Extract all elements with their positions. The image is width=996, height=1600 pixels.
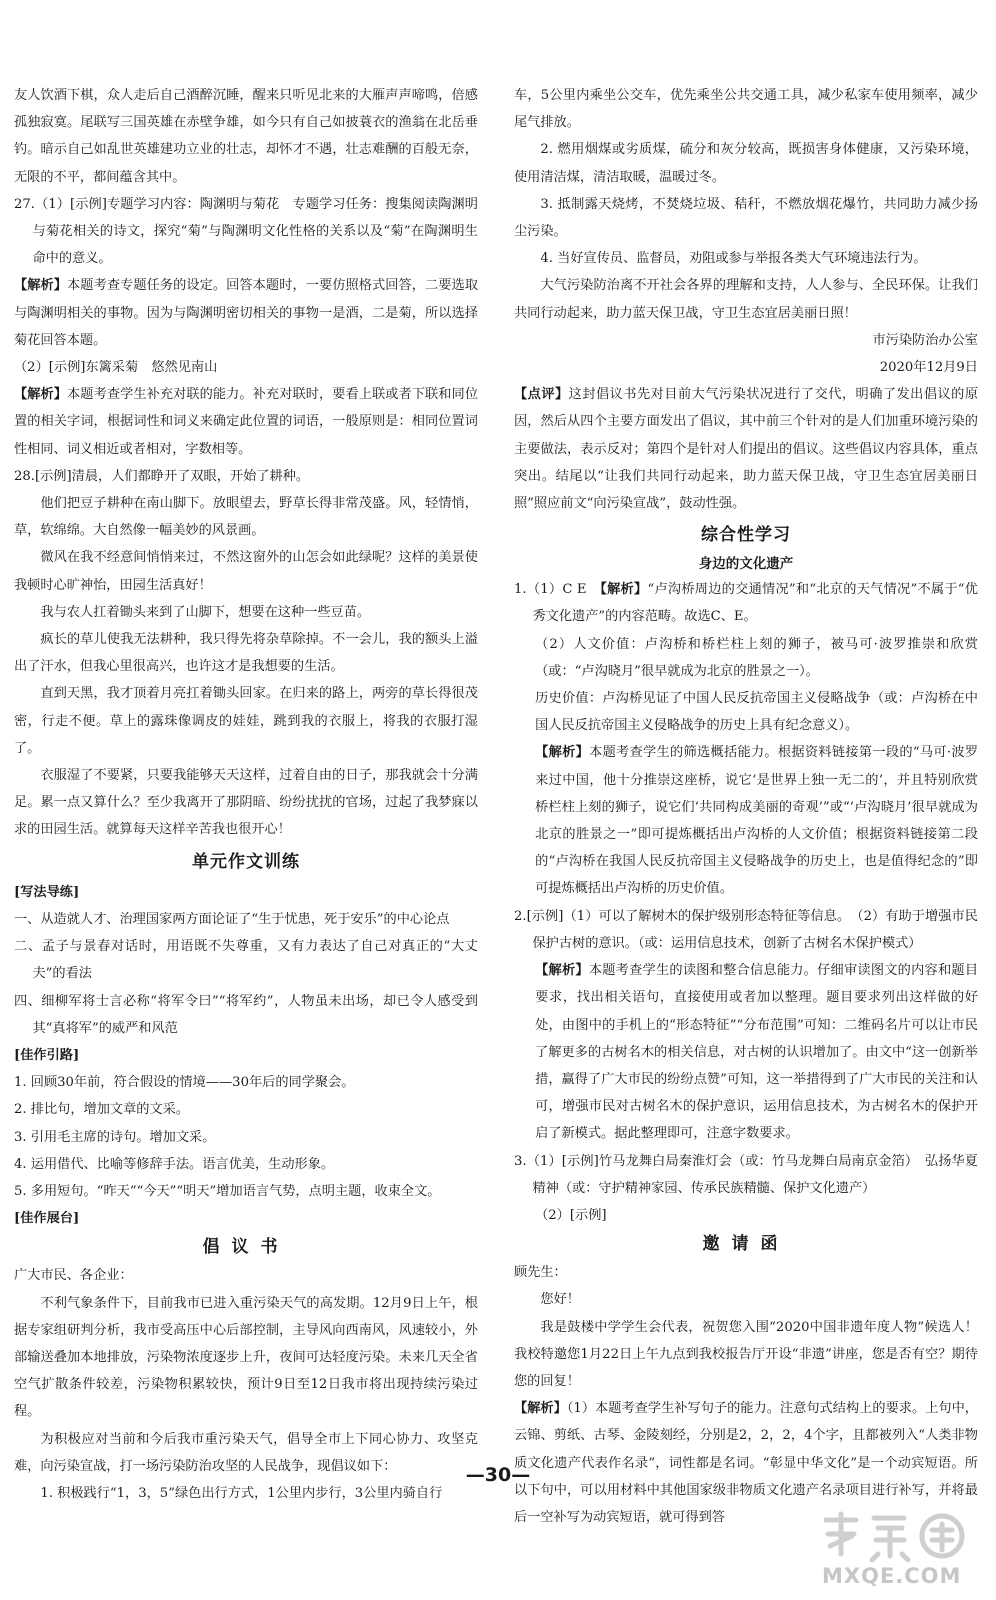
invitation-title: 邀请函 bbox=[702, 1234, 790, 1255]
proposal-item: 2. 燃用烟煤或劣质煤，硫分和灰分较高，既损害身体健康，又污染环境，使用清洁煤，清洁取暖，温暖过冬。 bbox=[514, 142, 978, 185]
proposal-item: 3. 抵制露天烧烤，不焚烧垃圾、秸秆，不燃放烟花爆竹，共同助力减少扬尘污染。 bbox=[514, 196, 978, 240]
guide-item: 四、细柳军将士言必称“将军令曰”“将军约”，人物虽未出场，却已令人感受到其“真将军”的威严和风范 bbox=[14, 993, 478, 1036]
analysis-tag: 【解析】 bbox=[14, 387, 68, 403]
guide-item: 一、从造就人才、治理国家两方面论证了“生于忧患，死于安乐”的中心论点 bbox=[14, 911, 450, 927]
guide-item: 二、孟子与景春对话时，用语既不失尊重，又有力表达了自己对真正的“大丈夫”的看法 bbox=[14, 939, 478, 982]
proposal-item: 4. 当好宣传员、监督员，劝阻或参与举报各类大气环境违法行为。 bbox=[540, 251, 927, 267]
analysis-text: 本题考查学生的筛选概括能力。根据资料链接第一段的“马可·波罗来过中国，他十分推崇这座桥，说它‘是世界上独一无二的’，并且特别欣赏桥栏柱上刻的狮子，说它们‘共同构成美丽的奇观’”或“‘卢沟晓月’很早就成为北京的胜景之一”即可提炼概括出卢沟桥的人文价值；根据资料链接第二段的“卢沟桥在我国人民反抗帝国主义侵略战争的历史上，也是值得纪念的”即可提炼概括出卢沟桥的历史价值。 bbox=[535, 745, 979, 897]
review-text: 这封倡议书先对目前大气污染状况进行了交代，明确了发出倡议的原因，然后从四个主要方面发出了倡议，其中前三个针对的是人们加重环境污染的主要做法，表示反对；第四个是针对人们提出的倡议。这些倡议内容具体，重点突出。结尾以“让我们共同行动起来，助力蓝天保卫战，守卫生态宜居美丽日照”照应前文“向污染宣战”，鼓动性强。 bbox=[514, 387, 979, 512]
essay-paragraph: 衣服湿了不要紧，只要我能够天天这样，过着自由的日子，那我就会十分满足。累一点又算什么？至少我离开了那阴暗、纷纷扰扰的官场，过起了我梦寐以求的田园生活。就算每天这样辛苦我也很开心！ bbox=[14, 768, 478, 838]
essay-paragraph: 微风在我不经意间悄悄来过，不然这窗外的山怎会如此绿呢？这样的美景使我顿时心旷神怡，田园生活真好！ bbox=[14, 550, 478, 593]
question-27-2: （2）[示例]东篱采菊 悠然见南山 bbox=[14, 360, 218, 376]
proposal-signature-org: 市污染防治办公室 bbox=[872, 332, 978, 348]
proposal-continuation: 车，5公里内乘坐公交车，优先乘坐公共交通工具，减少私家车使用频率，减少尾气排放。 bbox=[514, 88, 978, 131]
right-column bbox=[514, 82, 978, 1531]
question-27-1-analysis bbox=[14, 272, 478, 354]
proposal-title: 倡议书 bbox=[202, 1237, 290, 1258]
proposal-paragraph: 不利气象条件下，目前我市已进入重污染天气的高发期。12月9日上午，根据专家组研判分析，我市受高压中心后部控制，主导风向西南风，风速较小，外部输送叠加本地排放，污染物浓度逐步上升，夜间可达轻度污染。未来几天全省空气扩散条件较差，污染物积累较快，预计9日至12日我市将出现持续污染过程。 bbox=[14, 1295, 478, 1420]
heritage-q2: 2.[示例]（1）可以了解树木的保护级别形态特征等信息。 （2）有助于增强市民保护古树的意识。（或：运用信息技术，创新了古树名木保护模式） bbox=[514, 908, 978, 951]
heritage-q1-2-analysis bbox=[514, 739, 978, 902]
analysis-text: （1）本题考查学生补写句子的能力。注意句式结构上的要求。上句中，云锦、剪纸、古琴、金陵刻经，分别是2，2，2，4个字，且都被列入“人类非物质文化遗产代表作名录”，词性都是名词。“彰显中华文化”是一个动宾短语。所以下句中，可以用材料中其他国家级非物质文化遗产名录项目进行补写，并将最后一空补写为动宾短语，就可得到答 bbox=[514, 1401, 978, 1525]
showcase-label: [佳作展台] bbox=[14, 1211, 80, 1227]
watermark-text: MXQE.COM bbox=[822, 1564, 962, 1588]
poem-analysis-paragraph: 友人饮酒下棋，众人走后自己酒醉沉睡，醒来只听见北来的大雁声声啼鸣，倍感孤独寂寞。尾联写三国英雄在赤壁争雄，如今只有自己如披蓑衣的渔翁在北岳垂钓。暗示自己如乱世英雄建功立业的壮志，却怀才不遇，壮志难酬的百般无奈，无限的不平，都间蕴含其中。 bbox=[14, 88, 478, 185]
proposal-paragraph: 1. 积极践行“1，3，5”绿色出行方式，1公里内步行，3公里内骑自行 bbox=[40, 1485, 443, 1501]
proposal-review bbox=[514, 381, 978, 517]
intro-item: 2. 排比句，增加文章的文采。 bbox=[14, 1102, 190, 1118]
analysis-text: “卢沟桥周边的交通情况”和“北京的天气情况”不属于“优秀文化遗产”的内容范畴。故选C、E。 bbox=[532, 582, 978, 625]
analysis-text: 本题考查学生补充对联的能力。补充对联时，要看上联或者下联和同位置的相关字词，根据词性和词义来确定此位置的词语，一般原则是：相同位置词性相同、词义相近或者相对，字数相等。 bbox=[14, 387, 479, 457]
intro-item: 4. 运用借代、比喻等修辞手法。语言优美，生动形象。 bbox=[14, 1156, 335, 1172]
review-tag: 【点评】 bbox=[514, 387, 569, 403]
essay-paragraph: 直到天黑，我才顶着月亮扛着锄头回家。在归来的路上，两旁的草长得很茂密，行走不便。草上的露珠像调皮的娃娃，跳到我的衣服上，将我的衣服打湿了。 bbox=[14, 686, 478, 756]
analysis-text: 本题考查学生的读图和整合信息能力。仔细审读图文的内容和题目要求，找出相关语句，直接使用或者加以整理。题目要求列出这样做的好处，由图中的手机上的“形态特征”“分布范围”可知：二维码名片可以让市民了解更多的古树名木的相关信息，对古树的认识增加了。由文中“这一创新举措，赢得了广大市民的纷纷点赞”可知，这一举措得到了广大市民的关注和认可，增强市民对古树名木的保护意识，运用信息技术，为古树名木的保护开启了新模式。据此整理即可，注意字数要求。 bbox=[535, 963, 979, 1142]
intro-item: 3. 引用毛主席的诗句。增加文采。 bbox=[14, 1129, 216, 1145]
heritage-q1-2-history: 历史价值：卢沟桥见证了中国人民反抗帝国主义侵略战争（或：卢沟桥在中国人民反抗帝国主义侵略战争的历史上具有纪念意义）。 bbox=[535, 691, 978, 734]
left-column bbox=[14, 82, 478, 1507]
heritage-q1-2: （2）人文价值：卢沟桥和桥栏柱上刻的狮子，被马可·波罗推崇和欣赏（或：“卢沟晓月”很早就成为北京的胜景之一）。 bbox=[535, 636, 978, 679]
analysis-tag: 【解析】 bbox=[600, 582, 648, 598]
proposal-salutation: 广大市民、各企业： bbox=[14, 1268, 133, 1284]
analysis-tag: 【解析】 bbox=[535, 963, 589, 979]
question-27-1: 27.（1）[示例]专题学习内容：陶渊明与菊花 专题学习任务：搜集阅读陶渊明与菊花相关的诗文，探究“菊”与陶渊明文化性格的关系以及“菊”在陶渊明生命中的意义。 bbox=[14, 196, 478, 267]
question-27-2-analysis bbox=[14, 381, 478, 463]
essay-paragraph: 疯长的草儿使我无法耕种，我只得先将杂草除掉。不一会儿，我的额头上溢出了汗水，但我心里很高兴，也许这才是我想要的生活。 bbox=[14, 632, 478, 675]
intro-label: [佳作引路] bbox=[14, 1047, 80, 1063]
heritage-q1-1 bbox=[514, 576, 978, 630]
section-title-comprehensive: 综合性学习 bbox=[701, 525, 791, 546]
analysis-tag: 【解析】 bbox=[535, 745, 590, 761]
question-28-heading: 28.[示例]清晨，人们都睁开了双眼，开始了耕种。 bbox=[14, 468, 310, 484]
site-watermark bbox=[808, 1506, 976, 1590]
proposal-paragraph: 为积极应对当前和今后我市重污染天气，倡导全市上下同心协力、攻坚克难，向污染宣战，打一场污染防治攻坚的人民战争，现倡议如下： bbox=[14, 1431, 478, 1474]
watermark-logo-icon bbox=[808, 1506, 976, 1564]
heritage-q3-1: 3.（1）[示例]竹马龙舞白局秦淮灯会（或：竹马龙舞白局南京金箔） 弘扬华夏精神（或：守护精神家园、传承民族精髓、保护文化遗产） bbox=[514, 1153, 978, 1196]
invitation-salutation: 顾先生： bbox=[514, 1265, 567, 1281]
page-number: —30— bbox=[465, 1464, 531, 1486]
answer-text: 1.（1）C E bbox=[514, 582, 587, 598]
invitation-body: 我是鼓楼中学学生会代表，祝贺您入围“2020中国非遗年度人物”候选人！我校特邀您1月22日上午九点到我校报告厅开设“非遗”讲座，您是否有空？期待您的回复！ bbox=[514, 1319, 978, 1389]
intro-item: 5. 多用短句。“昨天”“今天”“明天”增加语言气势，点明主题，收束全文。 bbox=[14, 1183, 441, 1199]
sub-title-heritage: 身边的文化遗产 bbox=[698, 556, 794, 573]
section-title-unit-writing: 单元作文训练 bbox=[192, 851, 300, 872]
analysis-tag: 【解析】 bbox=[14, 278, 68, 294]
heritage-q2-analysis bbox=[514, 957, 978, 1147]
proposal-signature-date: 2020年12月9日 bbox=[879, 360, 978, 376]
invitation-greeting: 您好！ bbox=[540, 1292, 580, 1308]
essay-paragraph: 他们把豆子耕种在南山脚下。放眼望去，野草长得非常茂盛。风，轻情悄，草，软绵绵。大自然像一幅美妙的风景画。 bbox=[14, 496, 478, 539]
analysis-text: 本题考查专题任务的设定。回答本题时，一要仿照格式回答，二要选取与陶渊明相关的事物。因为与陶渊明密切相关的事物一是酒，二是菊，所以选择菊花回答本题。 bbox=[14, 278, 479, 348]
proposal-closing: 大气污染防治离不开社会各界的理解和支持，人人参与、全民环保。让我们共同行动起来，助力蓝天保卫战，守卫生态宜居美丽日照！ bbox=[514, 278, 978, 321]
analysis-tag: 【解析】 bbox=[514, 1401, 567, 1417]
essay-paragraph: 我与农人扛着锄头来到了山脚下，想要在这种一些豆苗。 bbox=[40, 604, 371, 620]
guide-label: [写法导练] bbox=[14, 884, 80, 900]
heritage-q3-2: （2）[示例] bbox=[535, 1207, 607, 1223]
intro-item: 1. 回顾30年前，符合假设的情境——30年后的同学聚会。 bbox=[14, 1075, 355, 1091]
